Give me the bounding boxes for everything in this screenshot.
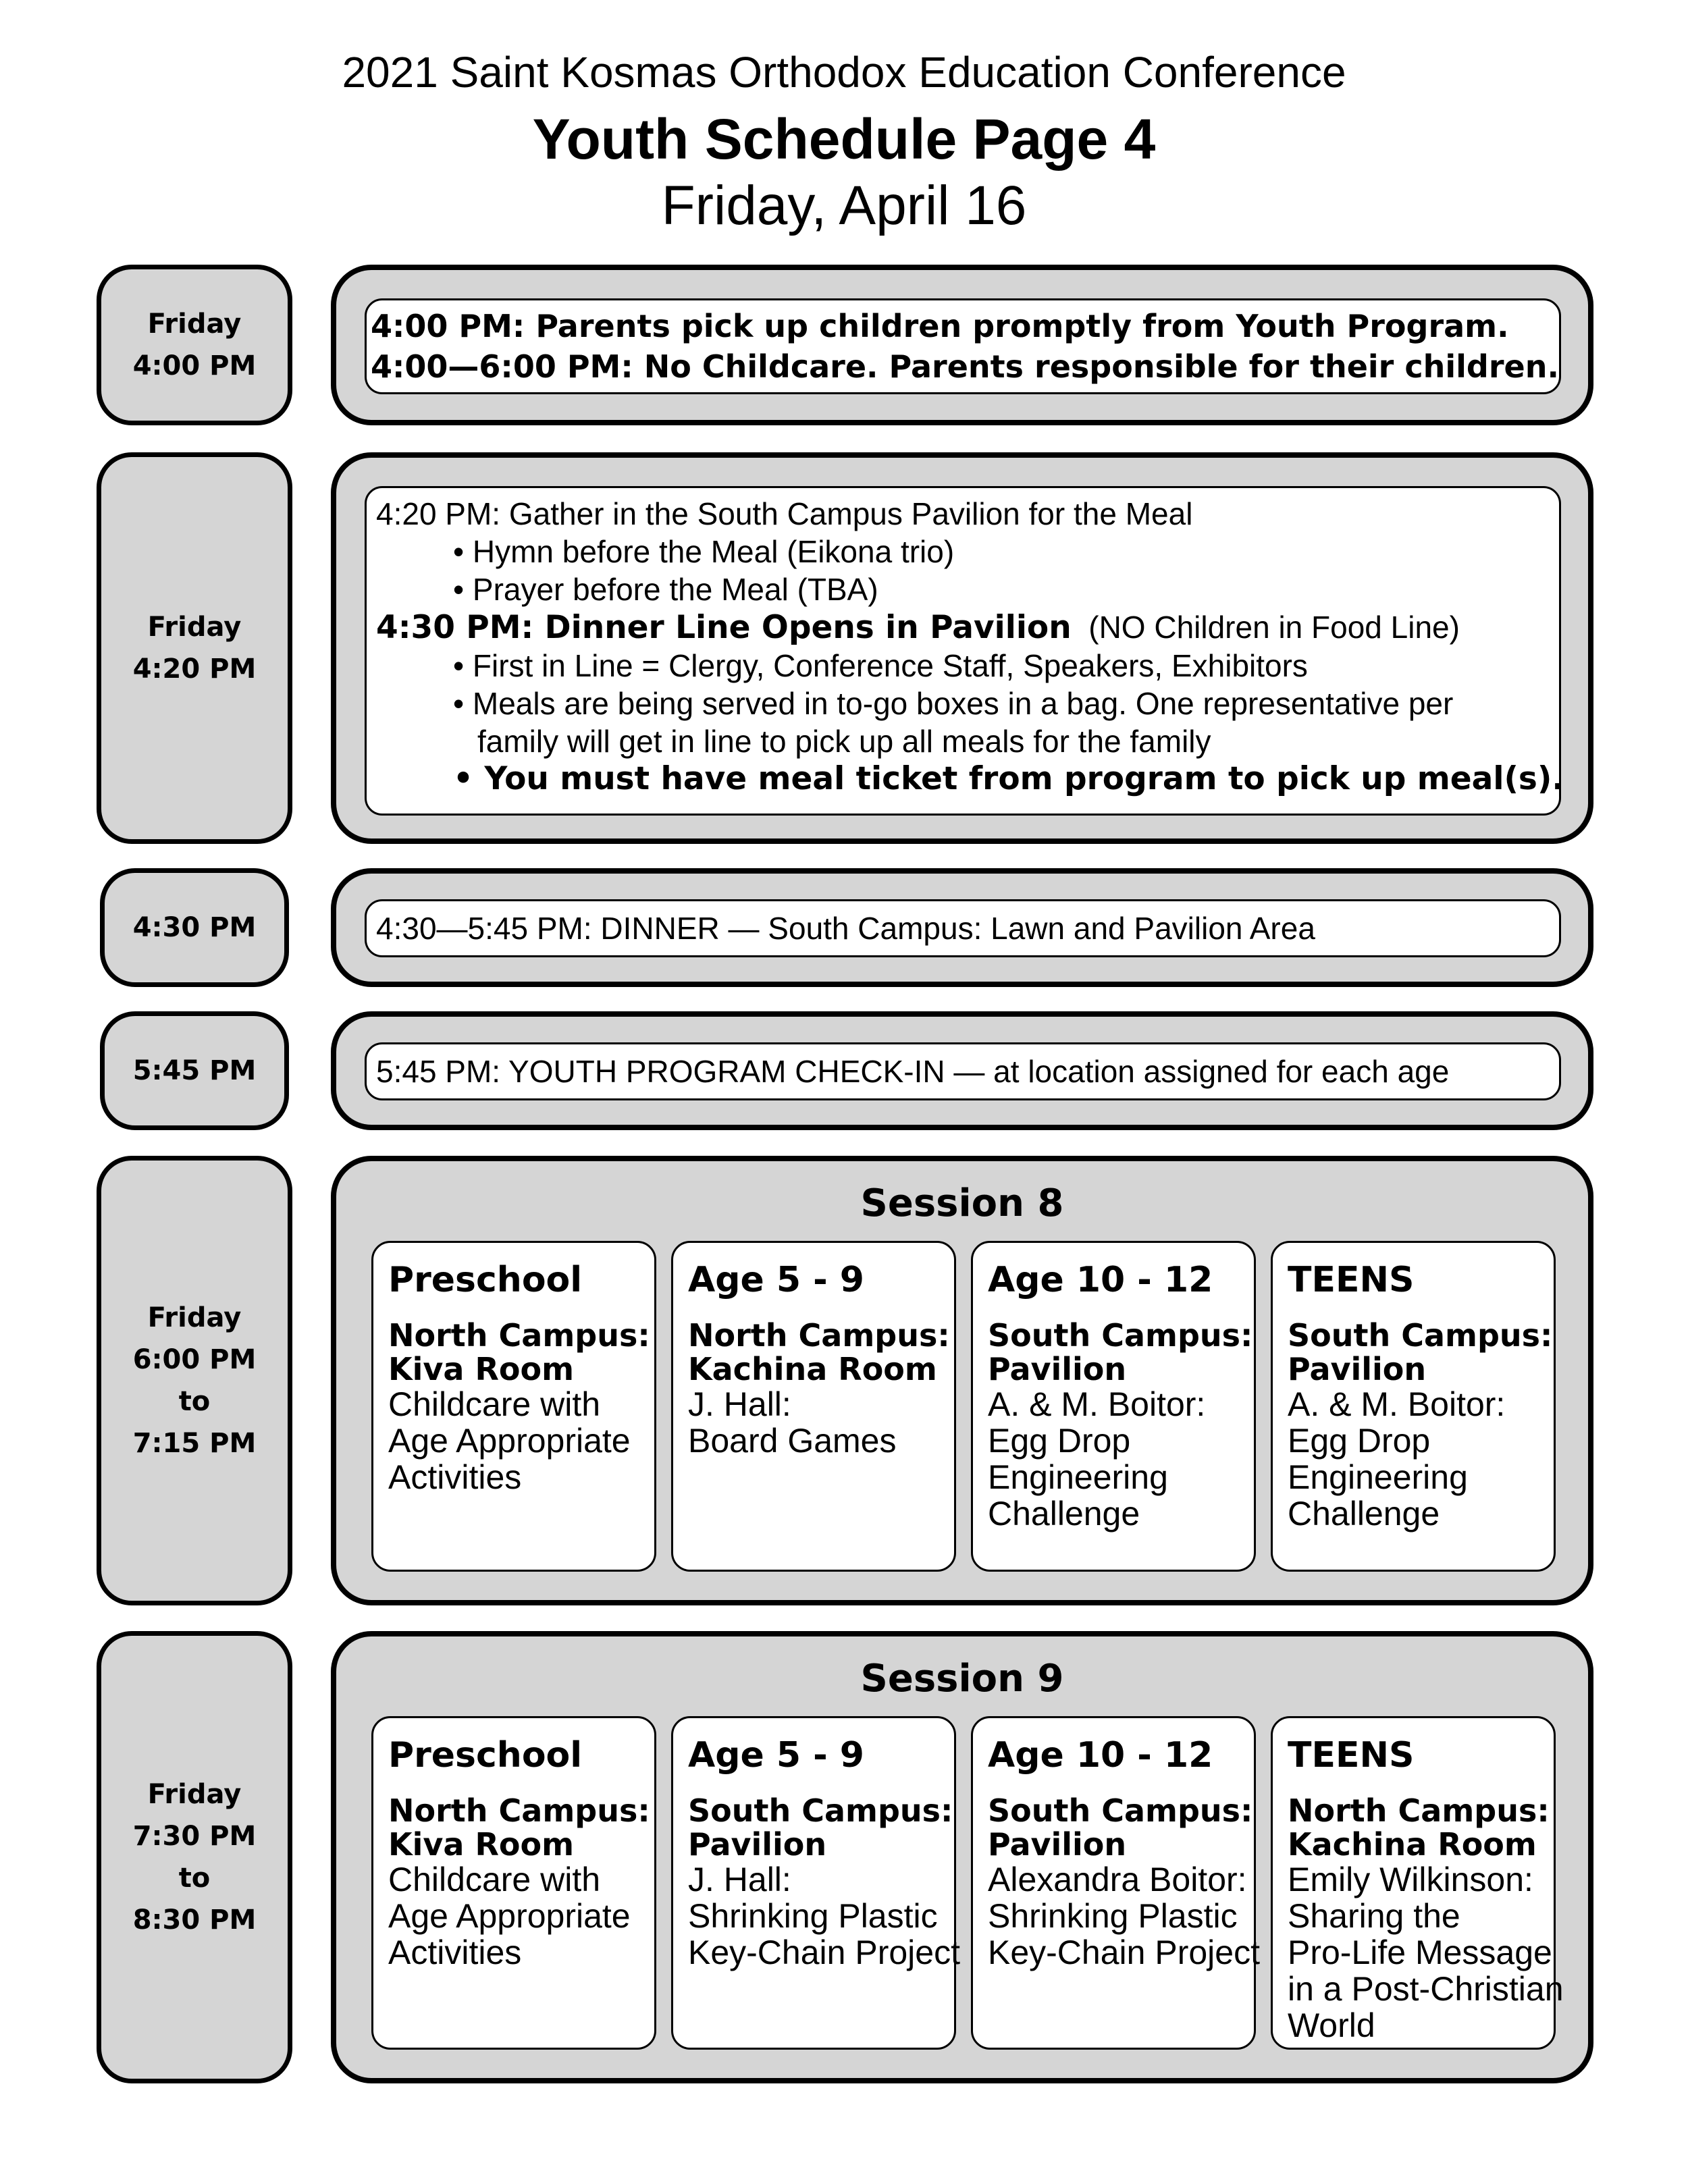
activity: Emily Wilkinson: xyxy=(1288,1861,1533,1898)
activity: A. & M. Boitor: xyxy=(988,1385,1206,1423)
time-line: 4:00 PM xyxy=(132,350,257,381)
time-line: Friday xyxy=(147,612,242,643)
location: Pavilion xyxy=(688,1826,827,1863)
age-group: Preschool xyxy=(388,1735,583,1776)
conference-name: 2021 Saint Kosmas Orthodox Education Conference xyxy=(342,48,1346,97)
location: South Campus: xyxy=(988,1792,1253,1829)
location: North Campus: xyxy=(388,1317,650,1354)
location: Kiva Room xyxy=(388,1351,575,1387)
pickup-notice xyxy=(365,298,1561,394)
session-9-block xyxy=(331,1631,1593,2083)
time-label-4-00 xyxy=(97,265,292,425)
age-group: Age 5 - 9 xyxy=(688,1735,864,1776)
activity: Key-Chain Project xyxy=(988,1934,1260,1971)
session-8-age-10-12 xyxy=(971,1241,1256,1572)
activity: Board Games xyxy=(688,1422,897,1460)
checkin-text: 5:45 PM: YOUTH PROGRAM CHECK-IN — at location assigned for each age xyxy=(376,1054,1450,1089)
checkin-block xyxy=(331,1011,1593,1130)
location: North Campus: xyxy=(688,1317,950,1354)
list-item: • Hymn before the Meal (Eikona trio) xyxy=(453,534,955,569)
session-8-block xyxy=(331,1156,1593,1605)
time-label-session-8 xyxy=(97,1156,292,1605)
time-line: Friday xyxy=(147,1779,242,1810)
page-title: Youth Schedule Page 4 xyxy=(532,107,1156,171)
time-line: to xyxy=(178,1863,211,1894)
activity: A. & M. Boitor: xyxy=(1288,1385,1506,1423)
activity: Activities xyxy=(388,1458,522,1496)
pickup-block xyxy=(331,265,1593,425)
time-line: 6:00 PM xyxy=(132,1344,257,1375)
activity: Activities xyxy=(388,1934,522,1971)
session-title: Session 8 xyxy=(860,1181,1064,1225)
list-item: • First in Line = Clergy, Conference Staff, Speakers, Exhibitors xyxy=(453,648,1308,683)
activity: Egg Drop xyxy=(988,1422,1131,1460)
gather-line: 4:20 PM: Gather in the South Campus Pavilion for the Meal xyxy=(376,496,1193,531)
session-9-age-5-9 xyxy=(671,1716,960,2050)
session-9-age-10-12 xyxy=(971,1716,1260,2050)
dinner-notice xyxy=(365,899,1561,957)
location: Kiva Room xyxy=(388,1826,575,1863)
location: North Campus: xyxy=(388,1792,650,1829)
time-line: 7:30 PM xyxy=(132,1821,257,1852)
meal-block xyxy=(331,452,1593,844)
session-8-preschool xyxy=(371,1241,656,1572)
activity: J. Hall: xyxy=(688,1861,791,1898)
location: Kachina Room xyxy=(688,1351,937,1387)
activity: Alexandra Boitor: xyxy=(988,1861,1247,1898)
activity: Engineering xyxy=(988,1458,1168,1496)
age-group: TEENS xyxy=(1288,1735,1415,1776)
time-line: to xyxy=(178,1386,211,1417)
age-group: TEENS xyxy=(1288,1260,1415,1300)
meal-details xyxy=(365,486,1564,816)
no-childcare-line: 4:00—6:00 PM: No Childcare. Parents responsible for their children. xyxy=(371,348,1559,385)
schedule-date: Friday, April 16 xyxy=(661,175,1027,236)
activity: Shrinking Plastic xyxy=(988,1897,1238,1935)
activity: Childcare with xyxy=(388,1861,601,1898)
list-item-continued: family will get in line to pick up all meals for the family xyxy=(477,724,1211,759)
activity: Sharing the xyxy=(1288,1897,1460,1935)
list-item: • Prayer before the Meal (TBA) xyxy=(453,572,878,607)
dinner-line: 4:30 PM: Dinner Line Opens in Pavilion (NO Children in Food Line) xyxy=(376,609,1460,646)
activity: Childcare with xyxy=(388,1385,601,1423)
time-label-4-20 xyxy=(97,452,292,844)
dinner-text: 4:30—5:45 PM: DINNER — South Campus: Lawn and Pavilion Area xyxy=(376,911,1315,946)
session-8-age-5-9 xyxy=(671,1241,956,1572)
activity: Engineering xyxy=(1288,1458,1468,1496)
activity: Key-Chain Project xyxy=(688,1934,960,1971)
location: Kachina Room xyxy=(1288,1826,1537,1863)
time-label-4-30: 4:30 PM xyxy=(100,868,289,987)
location: Pavilion xyxy=(988,1351,1127,1387)
location: North Campus: xyxy=(1288,1792,1550,1829)
age-group: Preschool xyxy=(388,1260,583,1300)
activity: J. Hall: xyxy=(688,1385,791,1423)
time-line: 4:20 PM xyxy=(132,654,257,685)
session-title: Session 9 xyxy=(860,1657,1064,1701)
activity: Shrinking Plastic xyxy=(688,1897,938,1935)
checkin-notice xyxy=(365,1042,1561,1100)
location: South Campus: xyxy=(988,1317,1253,1354)
activity: Age Appropriate xyxy=(388,1897,631,1935)
age-group: Age 10 - 12 xyxy=(988,1260,1213,1300)
location: South Campus: xyxy=(1288,1317,1553,1354)
session-9-teens xyxy=(1271,1716,1564,2050)
location: South Campus: xyxy=(688,1792,953,1829)
session-9-preschool xyxy=(371,1716,656,2050)
location: Pavilion xyxy=(988,1826,1127,1863)
time-label-session-9 xyxy=(97,1631,292,2083)
age-group: Age 10 - 12 xyxy=(988,1735,1213,1776)
dinner-block xyxy=(331,868,1593,987)
time-line: Friday xyxy=(147,309,242,340)
location: Pavilion xyxy=(1288,1351,1427,1387)
activity: Challenge xyxy=(1288,1495,1440,1533)
time-label-5-45: 5:45 PM xyxy=(100,1011,289,1130)
activity: Age Appropriate xyxy=(388,1422,631,1460)
activity: Pro-Life Message xyxy=(1288,1934,1552,1971)
meal-ticket-note: • You must have meal ticket from program to pick up meal(s). xyxy=(453,760,1564,797)
age-group: Age 5 - 9 xyxy=(688,1260,864,1300)
activity: Egg Drop xyxy=(1288,1422,1431,1460)
time-line: 7:15 PM xyxy=(132,1428,257,1459)
time-line: 8:30 PM xyxy=(132,1905,257,1936)
list-item: • Meals are being served in to-go boxes in a bag. One representative per xyxy=(453,686,1454,721)
session-8-teens xyxy=(1271,1241,1556,1572)
activity: Challenge xyxy=(988,1495,1140,1533)
activity: World xyxy=(1288,2006,1375,2044)
pickup-line: 4:00 PM: Parents pick up children promptly from Youth Program. xyxy=(371,308,1509,344)
time-line: Friday xyxy=(147,1302,242,1333)
activity: in a Post-Christian xyxy=(1288,1970,1564,2008)
